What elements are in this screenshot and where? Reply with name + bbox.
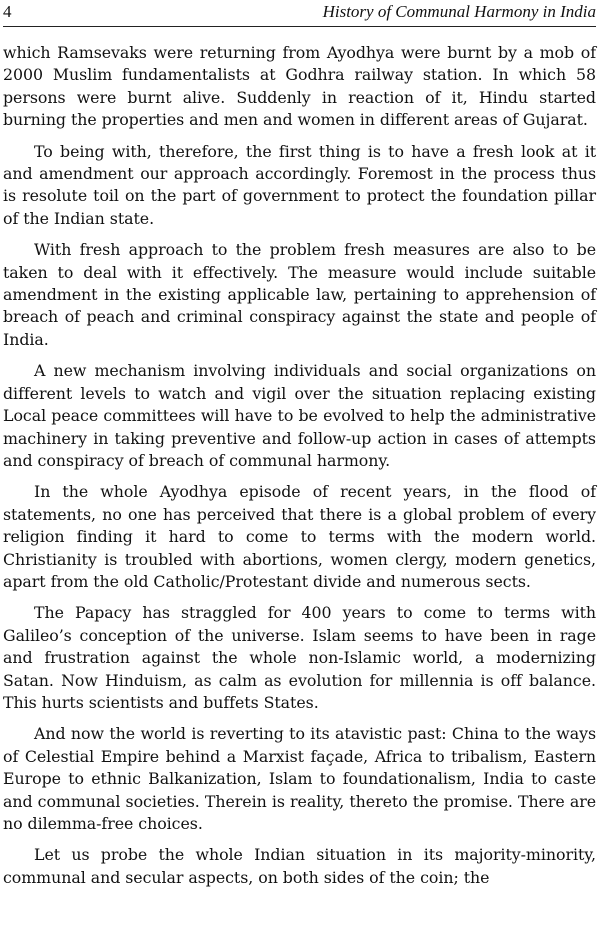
paragraph-2: To being with, therefore, the first thing is to have a fresh look at it and amendment our approach accordingly. Foremost in the process thus is resolute toil on the part of government to protect the foundation pillar of the Indian state.: [3, 141, 596, 228]
paragraph-5: In the whole Ayodhya episode of recent years, in the flood of statements, no one has perceived that there is a global problem of every religion finding it hard to come to terms with the modern world. Christianity is troubled with abortions, women clergy, modern genetics, apart from the old Catholic/Protestant divide and numerous sects.: [3, 482, 596, 591]
running-title: History of Communal Harmony in India: [322, 2, 596, 21]
paragraph-3: With fresh approach to the problem fresh measures are also to be taken to deal with it effectively. The measure would include suitable amendment in the existing applicable law, pertaining to apprehension of breach of peach and criminal conspiracy against the state and people of India.: [3, 240, 596, 349]
page-number: 4: [3, 2, 12, 21]
paragraph-1: which Ramsevaks were returning from Ayodhya were burnt by a mob of 2000 Muslim fundamentalists at Godhra railway station. In which 58 persons were burnt alive. Suddenly in reaction of it, Hindu started burning the properties and men and women in different areas of Gujarat.: [3, 43, 596, 130]
paragraph-4: A new mechanism involving individuals and social organizations on different levels to watch and vigil over the situation replacing existing Local peace committees will have to be evolved to help the administrative machinery in taking preventive and follow-up action in cases of attempts and conspiracy of breach of communal harmony.: [3, 361, 596, 470]
running-header: [3, 0, 596, 27]
paragraph-7: And now the world is reverting to its atavistic past: China to the ways of Celestial Empire behind a Marxist façade, Africa to tribalism, Eastern Europe to ethnic Balkanization, Islam to foundationalism, India to caste and communal societies. Therein is reality, thereto the promise. There are no dilemma-free choices.: [3, 724, 596, 833]
paragraph-8: Let us probe the whole Indian situation in its majority-minority, communal and secular aspects, on both sides of the coin; the: [3, 845, 596, 887]
paragraph-6: The Papacy has straggled for 400 years to come to terms with Galileo’s conception of the universe. Islam seems to have been in rage and frustration against the whole non-Islamic world, a modernizing Satan. Now Hinduism, as calm as evolution for millennia is off balance. This hurts scientists and buffets States.: [3, 603, 596, 712]
body-text: [3, 42, 596, 898]
